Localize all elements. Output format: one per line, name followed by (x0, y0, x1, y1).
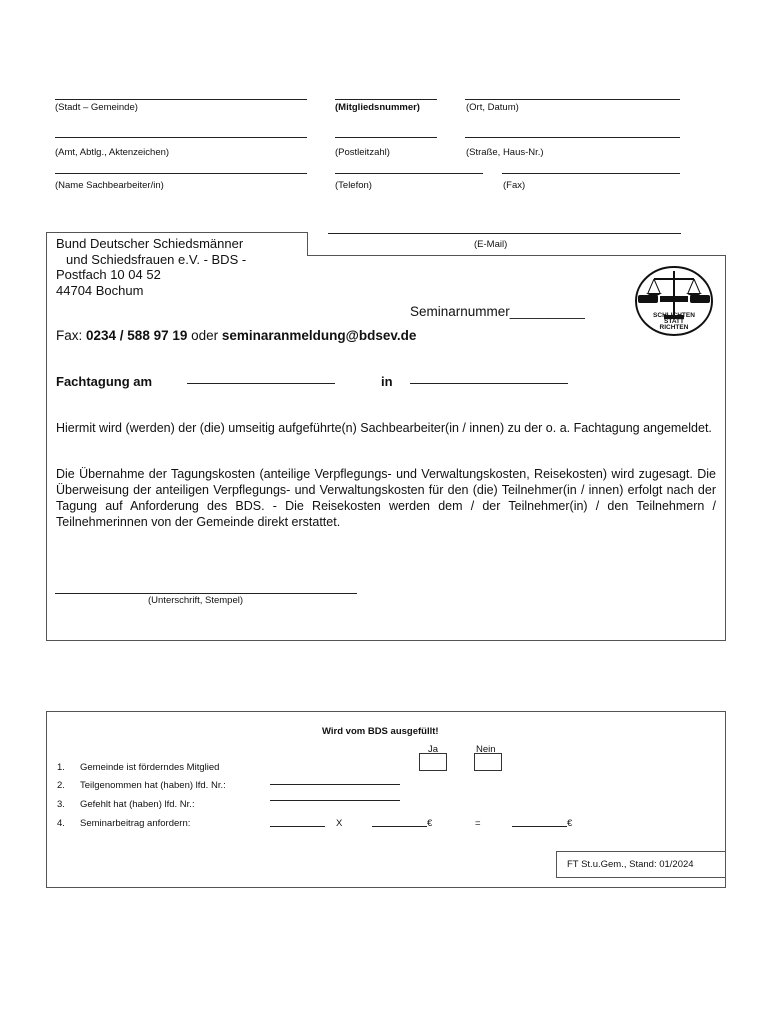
bds-section-title: Wird vom BDS ausgefüllt! (322, 726, 439, 737)
euro-sign-2: € (567, 818, 573, 829)
ja-checkbox[interactable] (419, 753, 447, 771)
item-4-rate-line[interactable] (372, 826, 427, 827)
stadt-gemeinde-label: (Stadt – Gemeinde) (55, 102, 138, 113)
box-border-left-top (46, 232, 47, 256)
signature-line[interactable] (55, 593, 357, 594)
fachtagung-date-line[interactable] (187, 383, 335, 384)
fachtagung-place-line[interactable] (410, 383, 568, 384)
stadt-gemeinde-line (55, 99, 307, 100)
fax-middle: oder (187, 328, 222, 343)
seminarnummer-field[interactable] (410, 304, 585, 319)
mitgliedsnummer-label: (Mitgliedsnummer) (335, 102, 420, 113)
item-1-label: Gemeinde ist förderndes Mitglied (80, 762, 220, 773)
item-2-num: 2. (57, 780, 65, 791)
item-1-num: 1. (57, 762, 65, 773)
seminarnummer-blank: __________ (509, 304, 585, 319)
name-label: (Name Sachbearbeiter/in) (55, 180, 164, 191)
form-version-label: FT St.u.Gem., Stand: 01/2024 (567, 859, 694, 870)
fax-prefix: Fax: (56, 328, 87, 343)
item-3-line[interactable] (270, 800, 400, 801)
ort-datum-label: (Ort, Datum) (466, 102, 519, 113)
name-line (55, 173, 307, 174)
logo-text-3: RICHTEN (659, 324, 689, 331)
logo-text-2: STATT (664, 318, 684, 325)
recipient-address (56, 236, 246, 298)
item-4-total-line[interactable] (512, 826, 567, 827)
seminarnummer-label: Seminarnummer (410, 304, 510, 319)
strasse-line (465, 137, 680, 138)
postleitzahl-line (335, 137, 437, 138)
address-line-2: und Schiedsfrauen e.V. - BDS - (66, 251, 247, 267)
multiply-sign: X (336, 818, 343, 829)
fax-contact-line (56, 328, 416, 343)
fax-label: (Fax) (503, 180, 526, 191)
seminar-email: seminaranmeldung@bdsev.de (221, 328, 417, 343)
form-version-box (556, 851, 726, 878)
fachtagung-label: Fachtagung am (56, 374, 153, 389)
address-line-4: 44704 Bochum (56, 282, 144, 298)
fax-line (502, 173, 680, 174)
item-2-label: Teilgenommen hat (haben) lfd. Nr.: (80, 780, 226, 791)
mitgliedsnummer-line (335, 99, 437, 100)
strasse-label: (Straße, Haus-Nr.) (466, 147, 544, 158)
logo-text-1: SCHLICHTEN (653, 312, 695, 319)
postleitzahl-label: (Postleitzahl) (335, 147, 390, 158)
amt-line (55, 137, 307, 138)
telefon-line (335, 173, 483, 174)
signature-label: (Unterschrift, Stempel) (148, 595, 244, 606)
registration-box (46, 255, 726, 641)
email-line (328, 233, 681, 234)
item-2-line[interactable] (270, 784, 400, 785)
item-3-label: Gefehlt hat (haben) lfd. Nr.: (80, 799, 195, 810)
amt-label: (Amt, Abtlg., Aktenzeichen) (55, 147, 170, 158)
nein-checkbox[interactable] (474, 753, 502, 771)
fachtagung-in-label: in (381, 374, 393, 389)
email-label: (E-Mail) (474, 239, 508, 250)
ja-label: Ja (428, 744, 439, 755)
box-border-top-left (46, 232, 308, 233)
paragraph-registration: Hiermit wird (werden) der (die) umseitig aufgeführte(n) Sachbearbeiter(in / innen) zu der o. a. Fachtagung angemeldet. (56, 421, 712, 435)
paragraph-costs: Die Übernahme der Tagungskosten (anteilige Verpflegungs- und Verwaltungskosten, Reisekosten) wird zugesagt. Die Überweisung der anteiligen Verpflegungs- und Verwaltungskosten für den (die) Teilnehmer(in / innen) erfolgt nach der Tagung auf Anforderung des BDS. - Die Reisekosten werden dem / der Teilnehmer(in) / den Teilnehmern / Teilnehmerinnen von der Gemeinde direkt erstattet. (56, 467, 716, 529)
euro-sign-1: € (427, 818, 433, 829)
item-4-num: 4. (57, 818, 65, 829)
ort-datum-line (465, 99, 680, 100)
nein-label: Nein (476, 744, 496, 755)
item-4-label: Seminarbeitrag anfordern: (80, 818, 191, 829)
address-line-3: Postfach 10 04 52 (56, 267, 161, 282)
box-border-step (307, 232, 308, 256)
item-4-count-line[interactable] (270, 826, 325, 827)
item-3-num: 3. (57, 799, 65, 810)
equals-sign: = (475, 818, 481, 829)
address-line-1: Bund Deutscher Schiedsmänner (56, 236, 244, 251)
fax-number: 0234 / 588 97 19 (86, 328, 188, 343)
scales-of-justice-logo (634, 265, 714, 337)
telefon-label: (Telefon) (335, 180, 372, 191)
